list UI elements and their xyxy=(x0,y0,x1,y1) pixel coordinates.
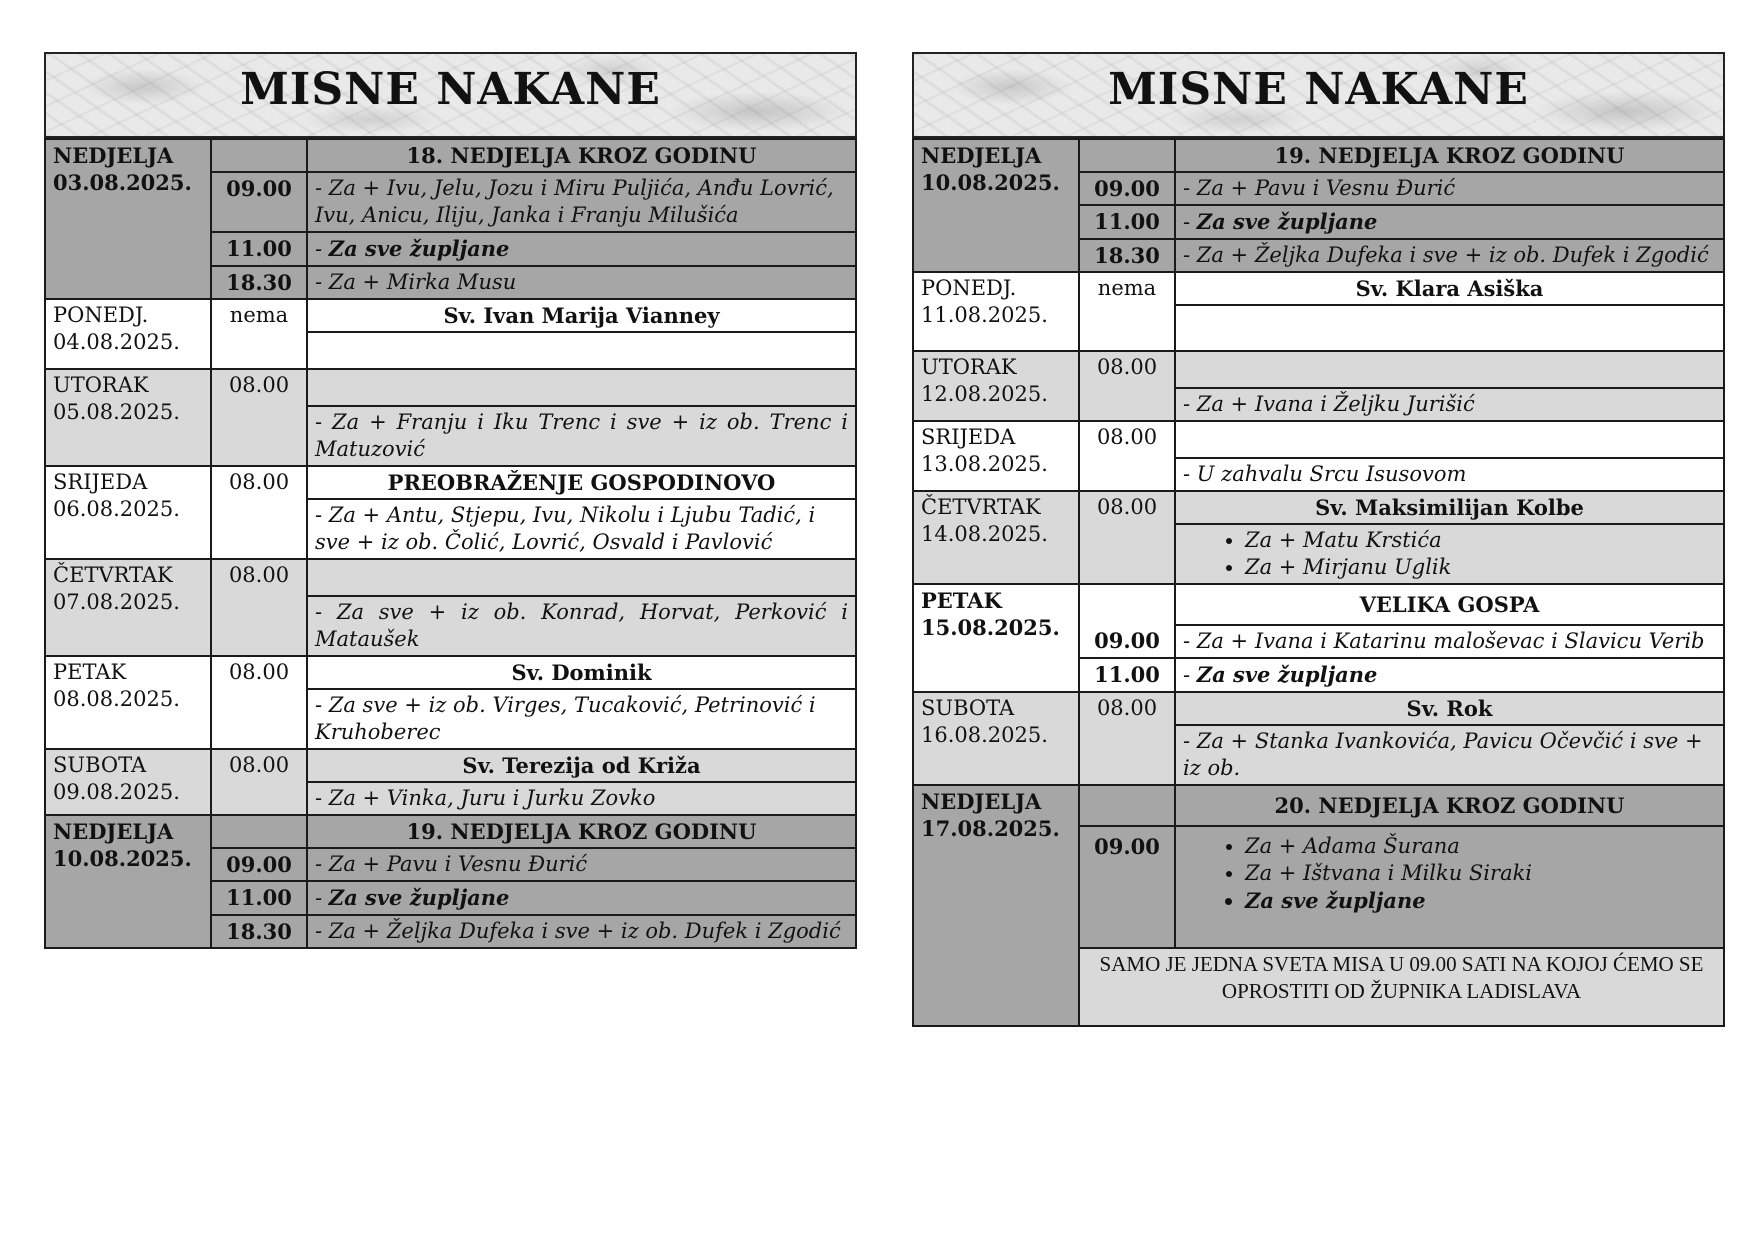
mass-time: 09.00 xyxy=(1079,826,1175,948)
mass-time: 09.00 xyxy=(211,848,307,881)
feast-heading xyxy=(1175,351,1724,388)
announcement-note: SAMO JE JEDNA SVETA MISA U 09.00 SATI NA KOJOJ ĆEMO SE OPROSTITI OD ŽUPNIKA LADISLAVA xyxy=(1079,948,1724,1026)
mass-schedule-table xyxy=(44,138,857,949)
mass-intention: - Za + Željka Dufeka i sve + iz ob. Dufek i Zgodić xyxy=(1175,239,1724,272)
feast-heading: 19. NEDJELJA KROZ GODINU xyxy=(307,815,856,848)
mass-intention: - Za + Željka Dufeka i sve + iz ob. Dufek i Zgodić xyxy=(307,915,856,948)
time-cell: 08.00 xyxy=(1079,491,1175,584)
page-title: MISNE NAKANE xyxy=(1108,64,1529,115)
mass-intention: - Za + Pavu i Vesnu Đurić xyxy=(1175,172,1724,205)
day-cell: NEDJELJA 10.08.2025. xyxy=(45,815,211,948)
mass-time: 11.00 xyxy=(211,232,307,266)
time-cell: 08.00 xyxy=(211,369,307,466)
mass-time: 11.00 xyxy=(211,881,307,915)
table-row xyxy=(45,749,856,782)
mass-intention: - Za sve župljane xyxy=(1175,658,1724,692)
day-cell: SRIJEDA 06.08.2025. xyxy=(45,466,211,559)
time-cell xyxy=(1079,584,1175,625)
table-row xyxy=(913,785,1724,826)
day-cell: NEDJELJA 03.08.2025. xyxy=(45,139,211,299)
day-cell: NEDJELJA 10.08.2025. xyxy=(913,139,1079,272)
page-title: MISNE NAKANE xyxy=(240,64,661,115)
table-row xyxy=(913,584,1724,625)
feast-heading: Sv. Klara Asiška xyxy=(1175,272,1724,305)
feast-heading: PREOBRAŽENJE GOSPODINOVO xyxy=(307,466,856,499)
marble-banner xyxy=(912,52,1725,138)
day-cell: ČETVRTAK 14.08.2025. xyxy=(913,491,1079,584)
mass-intention: - Za sve župljane xyxy=(307,881,856,915)
list-item: • Za sve župljane xyxy=(1245,887,1716,914)
mass-intention: - Za sve župljane xyxy=(307,232,856,266)
mass-intention xyxy=(1175,305,1724,351)
time-cell: 08.00 xyxy=(211,656,307,749)
mass-intention: - Za sve + iz ob. Konrad, Horvat, Perković i Mataušek xyxy=(307,596,856,656)
feast-heading: 19. NEDJELJA KROZ GODINU xyxy=(1175,139,1724,172)
marble-banner xyxy=(44,52,857,138)
intention-list xyxy=(1183,527,1716,581)
time-cell xyxy=(1079,785,1175,826)
table-row xyxy=(45,466,856,499)
feast-heading: 20. NEDJELJA KROZ GODINU xyxy=(1175,785,1724,826)
intention-list-cell xyxy=(1175,826,1724,948)
feast-heading xyxy=(307,559,856,596)
mass-intention: - Za + Vinka, Juru i Jurku Zovko xyxy=(307,782,856,815)
mass-schedule-table xyxy=(912,138,1725,1027)
right-page xyxy=(912,52,1725,1027)
mass-time: 11.00 xyxy=(1079,205,1175,239)
mass-time: 09.00 xyxy=(1079,625,1175,658)
time-cell: 08.00 xyxy=(1079,351,1175,421)
day-cell: PONEDJ. 11.08.2025. xyxy=(913,272,1079,351)
left-page xyxy=(44,52,857,949)
table-row xyxy=(913,139,1724,172)
feast-heading xyxy=(307,369,856,406)
feast-heading: Sv. Ivan Marija Vianney xyxy=(307,299,856,332)
table-row xyxy=(45,139,856,172)
day-cell: PETAK 08.08.2025. xyxy=(45,656,211,749)
mass-intention: - Za sve župljane xyxy=(1175,205,1724,239)
intention-list xyxy=(1183,833,1716,914)
feast-heading: Sv. Dominik xyxy=(307,656,856,689)
feast-heading: VELIKA GOSPA xyxy=(1175,584,1724,625)
mass-intention xyxy=(307,332,856,369)
list-item: • Za + Mirjanu Uglik xyxy=(1245,554,1716,581)
list-item: • Za + Matu Krstića xyxy=(1245,527,1716,554)
list-item: • Za + Adama Šurana xyxy=(1245,833,1716,860)
time-cell: nema xyxy=(211,299,307,369)
day-cell: UTORAK 12.08.2025. xyxy=(913,351,1079,421)
table-row xyxy=(45,815,856,848)
day-cell: SRIJEDA 13.08.2025. xyxy=(913,421,1079,491)
day-cell: PETAK 15.08.2025. xyxy=(913,584,1079,692)
table-row xyxy=(45,299,856,332)
time-cell: nema xyxy=(1079,272,1175,351)
mass-time: 09.00 xyxy=(211,172,307,232)
feast-heading: 18. NEDJELJA KROZ GODINU xyxy=(307,139,856,172)
day-cell: SUBOTA 16.08.2025. xyxy=(913,692,1079,785)
time-cell xyxy=(1079,139,1175,172)
mass-time: 09.00 xyxy=(1079,172,1175,205)
time-cell: 08.00 xyxy=(211,466,307,559)
time-cell: 08.00 xyxy=(1079,421,1175,491)
mass-time: 18.30 xyxy=(211,266,307,299)
mass-intention: - Za + Antu, Stjepu, Ivu, Nikolu i Ljubu Tadić, i sve + iz ob. Čolić, Lovrić, Osvald i Pavlović xyxy=(307,499,856,559)
mass-intention: - Za + Ivu, Jelu, Jozu i Miru Puljića, Anđu Lovrić, Ivu, Anicu, Iliju, Janka i Franju Milušića xyxy=(307,172,856,232)
list-item: • Za + Ištvana i Milku Siraki xyxy=(1245,860,1716,887)
mass-intention: - Za + Ivana i Željku Jurišić xyxy=(1175,388,1724,421)
time-cell: 08.00 xyxy=(1079,692,1175,785)
day-cell: NEDJELJA 17.08.2025. xyxy=(913,785,1079,1026)
table-row xyxy=(45,656,856,689)
time-cell xyxy=(211,815,307,848)
table-row xyxy=(913,491,1724,524)
mass-intention: - Za + Franju i Iku Trenc i sve + iz ob. Trenc i Matuzović xyxy=(307,406,856,466)
mass-time: 18.30 xyxy=(1079,239,1175,272)
mass-intention: - Za + Mirka Musu xyxy=(307,266,856,299)
day-cell: PONEDJ. 04.08.2025. xyxy=(45,299,211,369)
mass-intention: - U zahvalu Srcu Isusovom xyxy=(1175,458,1724,491)
feast-heading xyxy=(1175,421,1724,458)
feast-heading: Sv. Rok xyxy=(1175,692,1724,725)
mass-time: 11.00 xyxy=(1079,658,1175,692)
table-row xyxy=(913,692,1724,725)
intention-list-cell xyxy=(1175,524,1724,584)
table-row xyxy=(45,369,856,406)
day-cell: UTORAK 05.08.2025. xyxy=(45,369,211,466)
table-row xyxy=(913,272,1724,305)
mass-time: 18.30 xyxy=(211,915,307,948)
day-cell: ČETVRTAK 07.08.2025. xyxy=(45,559,211,656)
mass-intention: - Za + Stanka Ivankovića, Pavicu Očevčić i sve + iz ob. xyxy=(1175,725,1724,785)
feast-heading: Sv. Terezija od Križa xyxy=(307,749,856,782)
time-cell xyxy=(211,139,307,172)
table-row xyxy=(913,421,1724,458)
day-cell: SUBOTA 09.08.2025. xyxy=(45,749,211,815)
time-cell: 08.00 xyxy=(211,749,307,815)
mass-intention: - Za + Ivana i Katarinu maloševac i Slavicu Verib xyxy=(1175,625,1724,658)
table-row xyxy=(45,559,856,596)
mass-intention: - Za sve + iz ob. Virges, Tucaković, Petrinović i Kruhoberec xyxy=(307,689,856,749)
feast-heading: Sv. Maksimilijan Kolbe xyxy=(1175,491,1724,524)
time-cell: 08.00 xyxy=(211,559,307,656)
table-row xyxy=(913,351,1724,388)
mass-intention: - Za + Pavu i Vesnu Đurić xyxy=(307,848,856,881)
